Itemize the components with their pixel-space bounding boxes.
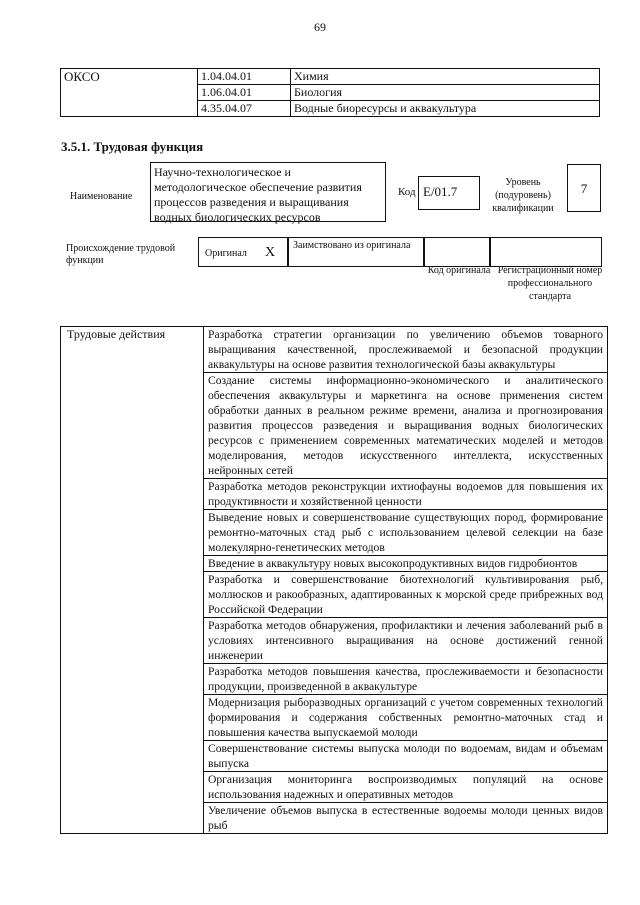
table-row <box>61 69 600 85</box>
okso-label: ОКСО <box>61 69 198 117</box>
original-label: Оригинал <box>205 248 247 259</box>
labor-action-item: Разработка методов повышения качества, прослеживаемости и безопасности продукции, произведенной в аквакультуре <box>204 664 608 695</box>
labor-actions <box>60 326 608 834</box>
okso-name: Химия <box>291 69 600 85</box>
function-name: Научно-технологическое и методологическое обеспечение развития процессов разведения и выращивания водных биологических ресурсов <box>150 162 386 222</box>
labor-action-item: Увеличение объемов выпуска в естественные водоемы молоди ценных видов рыб <box>204 803 608 834</box>
borrowed-label: Заимствовано из оригинала <box>293 240 411 251</box>
labor-actions-heading: Трудовые действия <box>61 327 204 834</box>
labor-action-item: Выведение новых и совершенствование существующих пород, формирование ремонтно-маточных стад рыб с использованием целевой селекции на базе молекулярно-генетических методов <box>204 510 608 556</box>
labor-action-item: Совершенствование системы выпуска молоди по водоемам, видам и объемам выпуска <box>204 741 608 772</box>
table-row <box>61 327 608 373</box>
labor-action-item: Создание системы информационно-экономического и аналитического обеспечения аквакультуры и маркетинга на основе применения систем обработки данных в реальном режиме времени, анализа и прогнозирования развития процессов разведения и выращивания водных биологических ресурсов с применением современных математических моделей и методов моделирования, методов искусственного интеллекта, искусственных нейронных сетей <box>204 373 608 479</box>
okso-code: 1.06.04.01 <box>198 85 291 101</box>
labor-action-item: Модернизация рыборазводных организаций с учетом современных технологий формирования и содержания собственных ремонтно-маточных стад и повышения качества выпускаемой молоди <box>204 695 608 741</box>
level-label: Уровень (подуровень) квалификации <box>492 177 554 214</box>
labor-action-item: Разработка стратегии организации по увеличению объемов товарного выращивания качественной, прослеживаемой и безопасной продукции аквакультуры на основе развития технологической базы аквакультуры <box>204 327 608 373</box>
labor-action-item: Разработка методов обнаружения, профилактики и лечения заболеваний рыб в условиях интенсивного выращивания на основе достижений генной инженерии <box>204 618 608 664</box>
labor-action-item: Организация мониторинга воспроизводимых популяций на основе использования надежных и оперативных методов <box>204 772 608 803</box>
okso-code: 1.04.04.01 <box>198 69 291 85</box>
labor-action-item: Разработка и совершенствование биотехнологий культивирования рыб, моллюсков и ракообразных, адаптированных к морской среде прибрежных вод Российской Федерации <box>204 572 608 618</box>
code-label: Код <box>398 186 416 198</box>
function-code: E/01.7 <box>418 176 480 210</box>
okso-name: Водные биоресурсы и аквакультура <box>291 101 600 117</box>
original-cell <box>198 237 288 267</box>
reg-number-label: Регистрационный номер профессионального стандарта <box>497 265 603 302</box>
qualification-level: 7 <box>567 164 601 212</box>
okso-table <box>60 68 600 117</box>
origin-label: Происхождение трудовой функции <box>66 243 176 266</box>
okso-code: 4.35.04.07 <box>198 101 291 117</box>
code-original-cell <box>424 237 490 267</box>
okso-name: Биология <box>291 85 600 101</box>
original-mark: X <box>265 245 276 260</box>
labor-action-item: Введение в аквакультуру новых высокопродуктивных видов гидробионтов <box>204 556 608 572</box>
labor-action-item: Разработка методов реконструкции ихтиофауны водоемов для повышения их продуктивности и хозяйственной ценности <box>204 479 608 510</box>
name-label: Наименование <box>70 191 133 202</box>
section-title: 3.5.1. Трудовая функция <box>61 139 204 154</box>
labor-actions-table <box>60 326 608 834</box>
code-original-label: Код оригинала <box>427 265 491 276</box>
page-number: 69 <box>314 20 326 34</box>
borrowed-cell <box>288 237 424 267</box>
reg-number-cell <box>490 237 602 267</box>
